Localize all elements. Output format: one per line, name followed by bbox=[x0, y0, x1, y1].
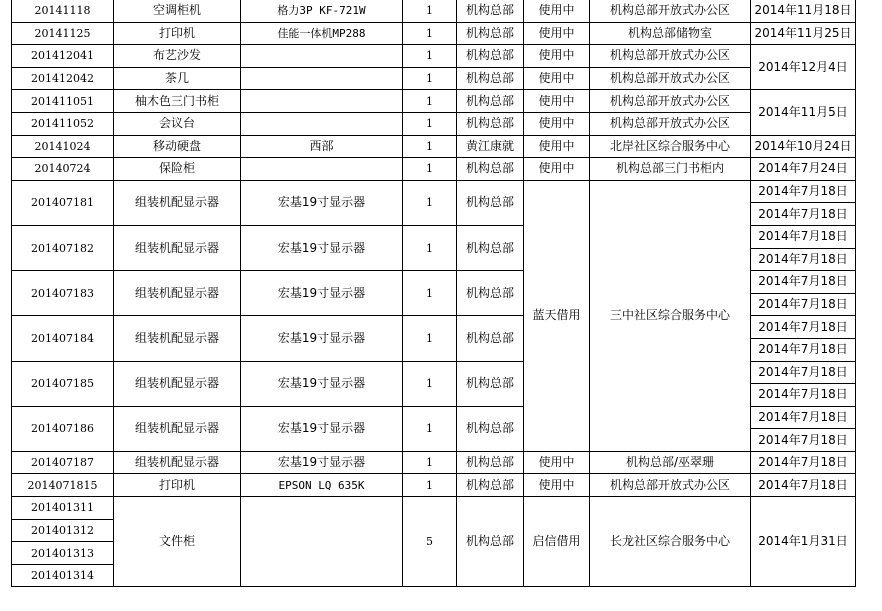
asset-id-cell[interactable]: 201412041 bbox=[12, 45, 114, 68]
asset-date-cell[interactable]: 2014年7月18日 bbox=[751, 338, 856, 361]
asset-status-cell[interactable]: 使用中 bbox=[524, 451, 590, 474]
asset-location-cell[interactable]: 机构总部开放式办公区 bbox=[590, 112, 751, 135]
asset-date-cell[interactable]: 2014年7月18日 bbox=[751, 384, 856, 407]
asset-model-cell[interactable] bbox=[241, 67, 403, 90]
asset-model-cell[interactable]: 宏基19寸显示器 bbox=[241, 180, 403, 225]
asset-model-cell[interactable]: 佳能一体机MP288 bbox=[241, 22, 403, 45]
asset-status-cell[interactable]: 使用中 bbox=[524, 158, 590, 181]
asset-date-cell[interactable]: 2014年7月18日 bbox=[751, 225, 856, 248]
asset-location-cell[interactable]: 北岸社区综合服务中心 bbox=[590, 135, 751, 158]
asset-qty-cell[interactable]: 5 bbox=[403, 497, 457, 587]
asset-name-cell[interactable]: 打印机 bbox=[114, 474, 241, 497]
asset-location-cell[interactable]: 机构总部/巫翠珊 bbox=[590, 451, 751, 474]
asset-dept-cell[interactable]: 机构总部 bbox=[457, 225, 524, 270]
asset-model-cell[interactable]: 宏基19寸显示器 bbox=[241, 225, 403, 270]
asset-location-cell[interactable]: 长龙社区综合服务中心 bbox=[590, 497, 751, 587]
asset-date-cell[interactable]: 2014年1月31日 bbox=[751, 497, 856, 587]
asset-name-cell[interactable]: 空调柜机 bbox=[114, 0, 241, 22]
table-row bbox=[12, 135, 856, 158]
asset-name-cell[interactable]: 打印机 bbox=[114, 22, 241, 45]
asset-status-cell[interactable]: 使用中 bbox=[524, 0, 590, 22]
asset-status-cell[interactable]: 使用中 bbox=[524, 67, 590, 90]
table-row bbox=[12, 45, 856, 68]
asset-qty-cell[interactable]: 1 bbox=[403, 158, 457, 181]
asset-date-cell[interactable]: 2014年7月18日 bbox=[751, 248, 856, 271]
asset-date-cell[interactable]: 2014年7月18日 bbox=[751, 474, 856, 497]
asset-id-cell[interactable]: 20141024 bbox=[12, 135, 114, 158]
asset-dept-cell[interactable]: 机构总部 bbox=[457, 112, 524, 135]
asset-model-cell[interactable]: 格力3P KF-721W bbox=[241, 0, 403, 22]
asset-status-cell[interactable]: 使用中 bbox=[524, 135, 590, 158]
asset-model-cell[interactable]: 宏基19寸显示器 bbox=[241, 316, 403, 361]
asset-dept-cell[interactable]: 机构总部 bbox=[457, 316, 524, 361]
asset-model-cell[interactable] bbox=[241, 90, 403, 113]
asset-model-cell[interactable] bbox=[241, 497, 403, 587]
asset-id-cell[interactable]: 201407184 bbox=[12, 316, 114, 361]
asset-qty-cell[interactable]: 1 bbox=[403, 90, 457, 113]
asset-qty-cell[interactable]: 1 bbox=[403, 135, 457, 158]
asset-date-cell[interactable]: 2014年7月18日 bbox=[751, 293, 856, 316]
table-row bbox=[12, 112, 856, 135]
asset-date-cell[interactable]: 2014年7月18日 bbox=[751, 361, 856, 384]
asset-id-cell[interactable]: 201401314 bbox=[12, 564, 114, 587]
asset-status-cell[interactable]: 使用中 bbox=[524, 474, 590, 497]
table-row bbox=[12, 90, 856, 113]
asset-name-cell[interactable]: 移动硬盘 bbox=[114, 135, 241, 158]
asset-id-cell[interactable]: 201407183 bbox=[12, 271, 114, 316]
asset-qty-cell[interactable]: 1 bbox=[403, 271, 457, 316]
asset-location-cell[interactable]: 机构总部开放式办公区 bbox=[590, 90, 751, 113]
asset-status-cell[interactable]: 使用中 bbox=[524, 112, 590, 135]
asset-name-cell[interactable]: 文件柜 bbox=[114, 497, 241, 587]
asset-dept-cell[interactable]: 机构总部 bbox=[457, 0, 524, 22]
asset-name-cell[interactable]: 组装机配显示器 bbox=[114, 271, 241, 316]
asset-id-cell[interactable]: 20141125 bbox=[12, 22, 114, 45]
asset-dept-cell[interactable]: 机构总部 bbox=[457, 67, 524, 90]
asset-model-cell[interactable] bbox=[241, 158, 403, 181]
asset-name-cell[interactable]: 组装机配显示器 bbox=[114, 361, 241, 406]
asset-status-cell[interactable]: 启信借用 bbox=[524, 497, 590, 587]
asset-date-cell[interactable]: 2014年12月4日 bbox=[751, 45, 856, 90]
asset-date-cell[interactable]: 2014年7月18日 bbox=[751, 429, 856, 452]
asset-date-cell[interactable]: 2014年7月18日 bbox=[751, 203, 856, 226]
asset-dept-cell[interactable]: 机构总部 bbox=[457, 497, 524, 587]
asset-id-cell[interactable]: 201411051 bbox=[12, 90, 114, 113]
asset-id-cell[interactable]: 201407181 bbox=[12, 180, 114, 225]
asset-qty-cell[interactable]: 1 bbox=[403, 0, 457, 22]
asset-model-cell[interactable]: 宏基19寸显示器 bbox=[241, 451, 403, 474]
asset-date-cell[interactable]: 2014年7月18日 bbox=[751, 451, 856, 474]
asset-name-cell[interactable]: 保险柜 bbox=[114, 158, 241, 181]
asset-id-cell[interactable]: 201412042 bbox=[12, 67, 114, 90]
asset-model-cell[interactable]: 宏基19寸显示器 bbox=[241, 361, 403, 406]
asset-date-cell[interactable]: 2014年7月18日 bbox=[751, 406, 856, 429]
asset-dept-cell[interactable]: 机构总部 bbox=[457, 45, 524, 68]
asset-dept-cell[interactable]: 黄江康就 bbox=[457, 135, 524, 158]
table-row bbox=[12, 0, 856, 22]
asset-model-cell[interactable] bbox=[241, 112, 403, 135]
asset-qty-cell[interactable]: 1 bbox=[403, 112, 457, 135]
asset-location-cell[interactable]: 机构总部开放式办公区 bbox=[590, 474, 751, 497]
asset-id-cell[interactable]: 20140724 bbox=[12, 158, 114, 181]
asset-dept-cell[interactable]: 机构总部 bbox=[457, 90, 524, 113]
asset-name-cell[interactable]: 茶几 bbox=[114, 67, 241, 90]
asset-location-cell[interactable]: 机构总部开放式办公区 bbox=[590, 45, 751, 68]
asset-dept-cell[interactable]: 机构总部 bbox=[457, 180, 524, 225]
asset-id-cell[interactable]: 201407187 bbox=[12, 451, 114, 474]
asset-date-cell[interactable]: 2014年7月18日 bbox=[751, 180, 856, 203]
asset-model-cell[interactable]: 宏基19寸显示器 bbox=[241, 271, 403, 316]
asset-date-cell[interactable]: 2014年10月24日 bbox=[751, 135, 856, 158]
table-row bbox=[12, 22, 856, 45]
asset-status-cell[interactable]: 使用中 bbox=[524, 90, 590, 113]
asset-id-cell[interactable]: 201407182 bbox=[12, 225, 114, 270]
asset-location-cell[interactable]: 机构总部储物室 bbox=[590, 22, 751, 45]
asset-qty-cell[interactable]: 1 bbox=[403, 180, 457, 225]
asset-status-cell[interactable]: 使用中 bbox=[524, 22, 590, 45]
asset-id-cell[interactable]: 201401311 bbox=[12, 497, 114, 520]
asset-qty-cell[interactable]: 1 bbox=[403, 406, 457, 451]
asset-id-cell[interactable]: 201407186 bbox=[12, 406, 114, 451]
asset-qty-cell[interactable]: 1 bbox=[403, 22, 457, 45]
asset-qty-cell[interactable]: 1 bbox=[403, 474, 457, 497]
asset-date-cell[interactable]: 2014年7月24日 bbox=[751, 158, 856, 181]
table-row bbox=[12, 67, 856, 90]
asset-date-cell[interactable]: 2014年7月18日 bbox=[751, 271, 856, 294]
asset-name-cell[interactable]: 组装机配显示器 bbox=[114, 180, 241, 225]
asset-qty-cell[interactable]: 1 bbox=[403, 225, 457, 270]
asset-id-cell[interactable]: 201401313 bbox=[12, 542, 114, 565]
asset-location-cell[interactable]: 机构总部三门书柜内 bbox=[590, 158, 751, 181]
asset-name-cell[interactable]: 组装机配显示器 bbox=[114, 451, 241, 474]
asset-dept-cell[interactable]: 机构总部 bbox=[457, 22, 524, 45]
table-row bbox=[12, 497, 856, 520]
asset-name-cell[interactable]: 会议台 bbox=[114, 112, 241, 135]
asset-dept-cell[interactable]: 机构总部 bbox=[457, 158, 524, 181]
asset-model-cell[interactable]: 宏基19寸显示器 bbox=[241, 406, 403, 451]
asset-qty-cell[interactable]: 1 bbox=[403, 316, 457, 361]
asset-location-cell[interactable]: 机构总部开放式办公区 bbox=[590, 0, 751, 22]
asset-name-cell[interactable]: 组装机配显示器 bbox=[114, 406, 241, 451]
asset-id-cell[interactable]: 20141118 bbox=[12, 0, 114, 22]
asset-dept-cell[interactable]: 机构总部 bbox=[457, 474, 524, 497]
asset-model-cell[interactable]: 西部 bbox=[241, 135, 403, 158]
asset-date-cell[interactable]: 2014年11月25日 bbox=[751, 22, 856, 45]
asset-name-cell[interactable]: 组装机配显示器 bbox=[114, 225, 241, 270]
asset-table bbox=[11, 0, 856, 587]
asset-dept-cell[interactable]: 机构总部 bbox=[457, 361, 524, 406]
asset-qty-cell[interactable]: 1 bbox=[403, 361, 457, 406]
asset-date-cell[interactable]: 2014年11月5日 bbox=[751, 90, 856, 135]
asset-date-cell[interactable]: 2014年11月18日 bbox=[751, 0, 856, 22]
asset-id-cell[interactable]: 201411052 bbox=[12, 112, 114, 135]
asset-dept-cell[interactable]: 机构总部 bbox=[457, 271, 524, 316]
asset-id-cell[interactable]: 201401312 bbox=[12, 519, 114, 542]
asset-model-cell[interactable]: EPSON LQ 635K bbox=[241, 474, 403, 497]
asset-qty-cell[interactable]: 1 bbox=[403, 67, 457, 90]
asset-location-cell[interactable]: 机构总部开放式办公区 bbox=[590, 67, 751, 90]
asset-model-cell[interactable] bbox=[241, 45, 403, 68]
asset-id-cell[interactable]: 201407185 bbox=[12, 361, 114, 406]
asset-qty-cell[interactable]: 1 bbox=[403, 451, 457, 474]
asset-id-cell[interactable]: 2014071815 bbox=[12, 474, 114, 497]
asset-status-cell[interactable]: 蓝天借用 bbox=[524, 180, 590, 451]
asset-name-cell[interactable]: 组装机配显示器 bbox=[114, 316, 241, 361]
asset-name-cell[interactable]: 柚木色三门书柜 bbox=[114, 90, 241, 113]
table-row bbox=[12, 158, 856, 181]
asset-qty-cell[interactable]: 1 bbox=[403, 45, 457, 68]
asset-date-cell[interactable]: 2014年7月18日 bbox=[751, 316, 856, 339]
asset-dept-cell[interactable]: 机构总部 bbox=[457, 406, 524, 451]
table-row bbox=[12, 180, 856, 203]
table-row bbox=[12, 474, 856, 497]
asset-name-cell[interactable]: 布艺沙发 bbox=[114, 45, 241, 68]
asset-status-cell[interactable]: 使用中 bbox=[524, 45, 590, 68]
asset-location-cell[interactable]: 三中社区综合服务中心 bbox=[590, 180, 751, 451]
asset-dept-cell[interactable]: 机构总部 bbox=[457, 451, 524, 474]
